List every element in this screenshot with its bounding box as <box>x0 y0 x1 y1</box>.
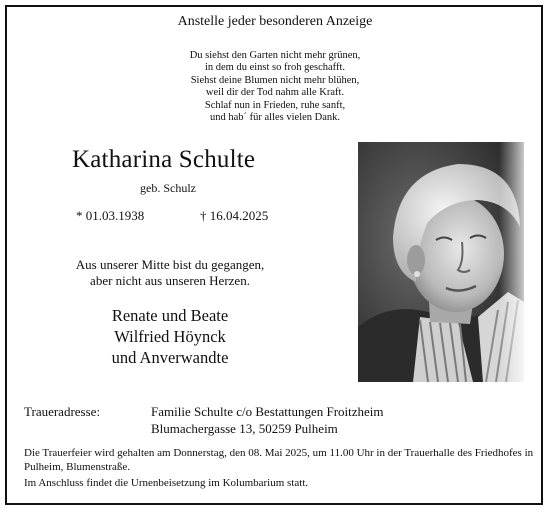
poem-line: Schlaf nun in Frieden, ruhe sanft, <box>204 99 346 111</box>
funeral-service-info: Die Trauerfeier wird gehalten am Donnerstag, den 08. Mai 2025, um 11.00 Uhr in der Trauerhalle des Friedhofes in Pulheim, Blumenstraße. <box>24 447 534 473</box>
poem-line: Siehst deine Blumen nicht mehr blühen, <box>190 74 360 86</box>
mourner: Renate und Beate <box>111 306 229 325</box>
notice-header: Anstelle jeder besonderen Anzeige <box>177 14 373 29</box>
poem-line: Du siehst den Garten nicht mehr grünen, <box>189 50 361 61</box>
maiden-name: geb. Schulz <box>140 181 196 195</box>
poem-line: und hab´ für alles vielen Dank. <box>209 112 341 124</box>
death-date: † 16.04.2025 <box>200 208 269 223</box>
poem-line: in dem du einst so froh geschafft. <box>204 62 346 74</box>
poem-line: weil dir der Tod nahm alle Kraft. <box>205 87 345 99</box>
verse-line: aber nicht aus unseren Herzen. <box>90 273 250 288</box>
deceased-name: Katharina Schulte <box>72 146 256 173</box>
urn-burial-info: Im Anschluss findet die Urnenbeisetzung im Kolumbarium statt. <box>24 477 309 489</box>
mourner: Wilfried Höynck <box>114 327 226 346</box>
verse-line: Aus unserer Mitte bist du gegangen, <box>75 257 265 272</box>
farewell-verse <box>70 257 270 289</box>
mourner: und Anverwandte <box>111 348 229 367</box>
address-line-2: Blumachergasse 13, 50259 Pulheim <box>151 421 338 436</box>
birth-date: * 01.03.1938 <box>76 208 145 223</box>
mourners-list <box>70 305 270 368</box>
poem <box>0 50 550 124</box>
address-line-1: Familie Schulte c/o Bestattungen Froitzheim <box>151 404 384 419</box>
portrait-photo <box>358 142 524 382</box>
address-label: Traueradresse: <box>24 404 101 419</box>
